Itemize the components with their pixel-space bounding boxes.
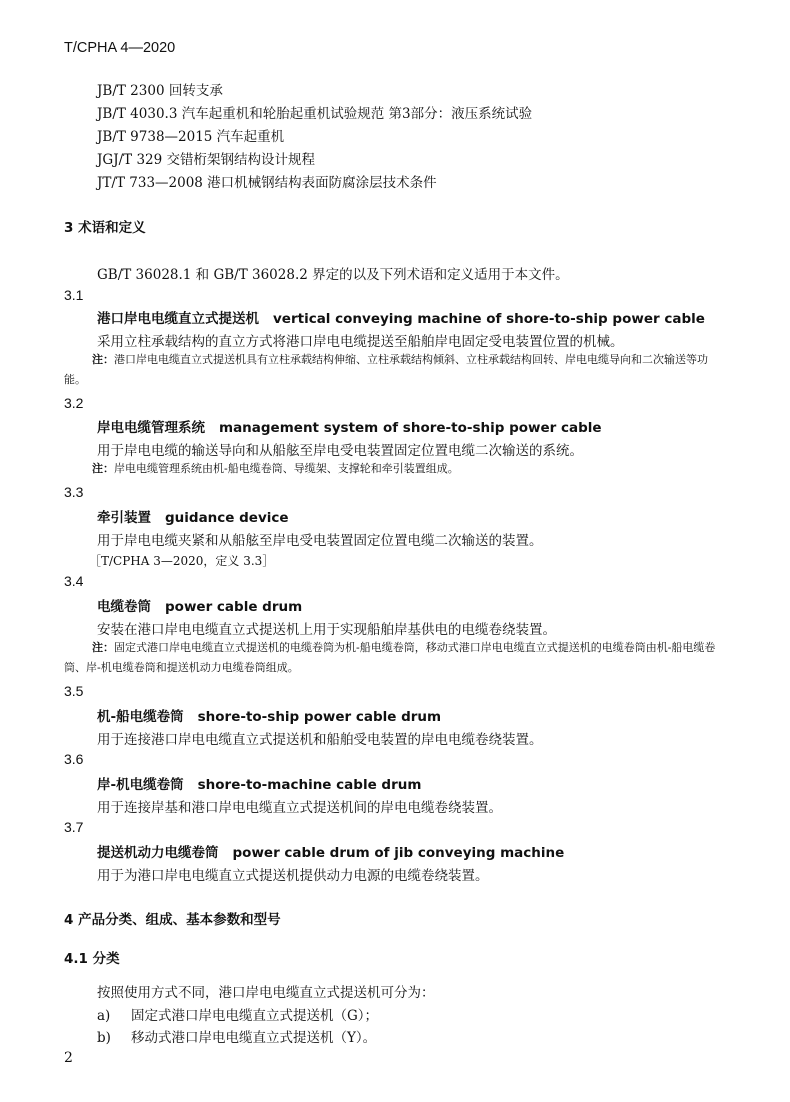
term-number: 3.2 <box>64 395 84 411</box>
term-en: vertical conveying machine of shore-to-ship power cable <box>273 311 705 327</box>
section-intro: 按照使用方式不同，港口岸电电缆直立式提送机可分为： <box>97 985 435 1001</box>
term-title <box>97 705 441 725</box>
term-title <box>97 307 705 327</box>
list-text: 移动式港口岸电电缆直立式提送机（Y）。 <box>131 1030 377 1046</box>
term-en: guidance device <box>165 510 289 526</box>
term-en: shore-to-machine cable drum <box>197 777 422 793</box>
term-number: 3.1 <box>64 287 84 303</box>
term-zh: 电缆卷筒 <box>97 599 151 615</box>
term-number: 3.4 <box>64 573 84 589</box>
term-definition: 用于岸电电缆夹紧和从船舷至岸电受电装置固定位置电缆二次输送的装置。 <box>97 533 543 549</box>
note-label: 注： <box>92 641 114 654</box>
term-title <box>97 841 564 861</box>
subsection-heading: 4.1 分类 <box>64 951 120 967</box>
term-definition: 用于为港口岸电电缆直立式提送机提供动力电源的电缆卷绕装置。 <box>97 868 489 884</box>
term-title <box>97 773 421 793</box>
page-header: T/CPHA 4—2020 <box>64 40 176 56</box>
list-marker: a) <box>97 1008 111 1024</box>
term-number: 3.7 <box>64 819 84 835</box>
term-title <box>97 506 289 526</box>
reference-item: JT/T 733—2008 港口机械钢结构表面防腐涂层技术条件 <box>97 175 437 191</box>
term-title <box>97 416 602 436</box>
term-note <box>64 459 724 479</box>
term-definition: 用于连接岸基和港口岸电电缆直立式提送机间的岸电电缆卷绕装置。 <box>97 800 502 816</box>
reference-item: JB/T 4030.3 汽车起重机和轮胎起重机试验规范 第3部分：液压系统试验 <box>97 106 533 122</box>
term-note <box>64 638 724 678</box>
term-en: power cable drum of jib conveying machine <box>232 845 565 861</box>
reference-item: JGJ/T 329 交错桁架钢结构设计规程 <box>97 152 316 168</box>
list-marker: b) <box>97 1030 111 1046</box>
reference-item: JB/T 2300 回转支承 <box>97 83 223 99</box>
note-text: 岸电电缆管理系统由机-船电缆卷筒、导缆架、支撑轮和牵引装置组成。 <box>114 462 459 475</box>
term-zh: 机-船电缆卷筒 <box>97 709 184 725</box>
term-definition: 用于岸电电缆的输送导向和从船舷至岸电受电装置固定位置电缆二次输送的系统。 <box>97 443 583 459</box>
term-en: management system of shore-to-ship power cable <box>219 420 602 436</box>
term-zh: 牵引装置 <box>97 510 151 526</box>
term-number: 3.6 <box>64 751 84 767</box>
section-intro: GB/T 36028.1 和 GB/T 36028.2 界定的以及下列术语和定义适用于本文件。 <box>97 267 569 283</box>
term-en: power cable drum <box>165 599 303 615</box>
term-source: ［T/CPHA 3—2020，定义 3.3］ <box>89 554 275 568</box>
term-zh: 岸-机电缆卷筒 <box>97 777 184 793</box>
term-definition: 用于连接港口岸电电缆直立式提送机和船舶受电装置的岸电电缆卷绕装置。 <box>97 732 543 748</box>
section-heading: 4 产品分类、组成、基本参数和型号 <box>64 912 281 928</box>
term-zh: 岸电电缆管理系统 <box>97 420 205 436</box>
term-title <box>97 595 302 615</box>
term-zh: 港口岸电电缆直立式提送机 <box>97 311 259 327</box>
term-number: 3.3 <box>64 484 84 500</box>
note-label: 注： <box>92 353 114 366</box>
section-heading: 3 术语和定义 <box>64 220 146 236</box>
list-text: 固定式港口岸电电缆直立式提送机（G）； <box>131 1008 379 1024</box>
term-en: shore-to-ship power cable drum <box>197 709 442 725</box>
reference-item: JB/T 9738—2015 汽车起重机 <box>97 129 285 145</box>
note-label: 注： <box>92 462 114 475</box>
term-note <box>64 350 724 390</box>
note-text: 港口岸电电缆直立式提送机具有立柱承载结构伸缩、立柱承载结构倾斜、立柱承载结构回转、岸电电缆导向和二次输送等功能。 <box>64 353 708 386</box>
term-number: 3.5 <box>64 683 84 699</box>
term-definition: 采用立柱承载结构的直立方式将港口岸电电缆提送至船舶岸电固定受电装置位置的机械。 <box>97 334 624 350</box>
list-item <box>97 1026 376 1046</box>
page-number: 2 <box>64 1050 73 1066</box>
list-item <box>97 1004 378 1024</box>
term-definition: 安装在港口岸电电缆直立式提送机上用于实现船舶岸基供电的电缆卷绕装置。 <box>97 622 556 638</box>
term-zh: 提送机动力电缆卷筒 <box>97 845 219 861</box>
note-text: 固定式港口岸电电缆直立式提送机的电缆卷筒为机-船电缆卷筒，移动式港口岸电电缆直立式提送机的电缆卷筒由机-船电缆卷筒、岸-机电缆卷筒和提送机动力电缆卷筒组成。 <box>64 641 716 674</box>
